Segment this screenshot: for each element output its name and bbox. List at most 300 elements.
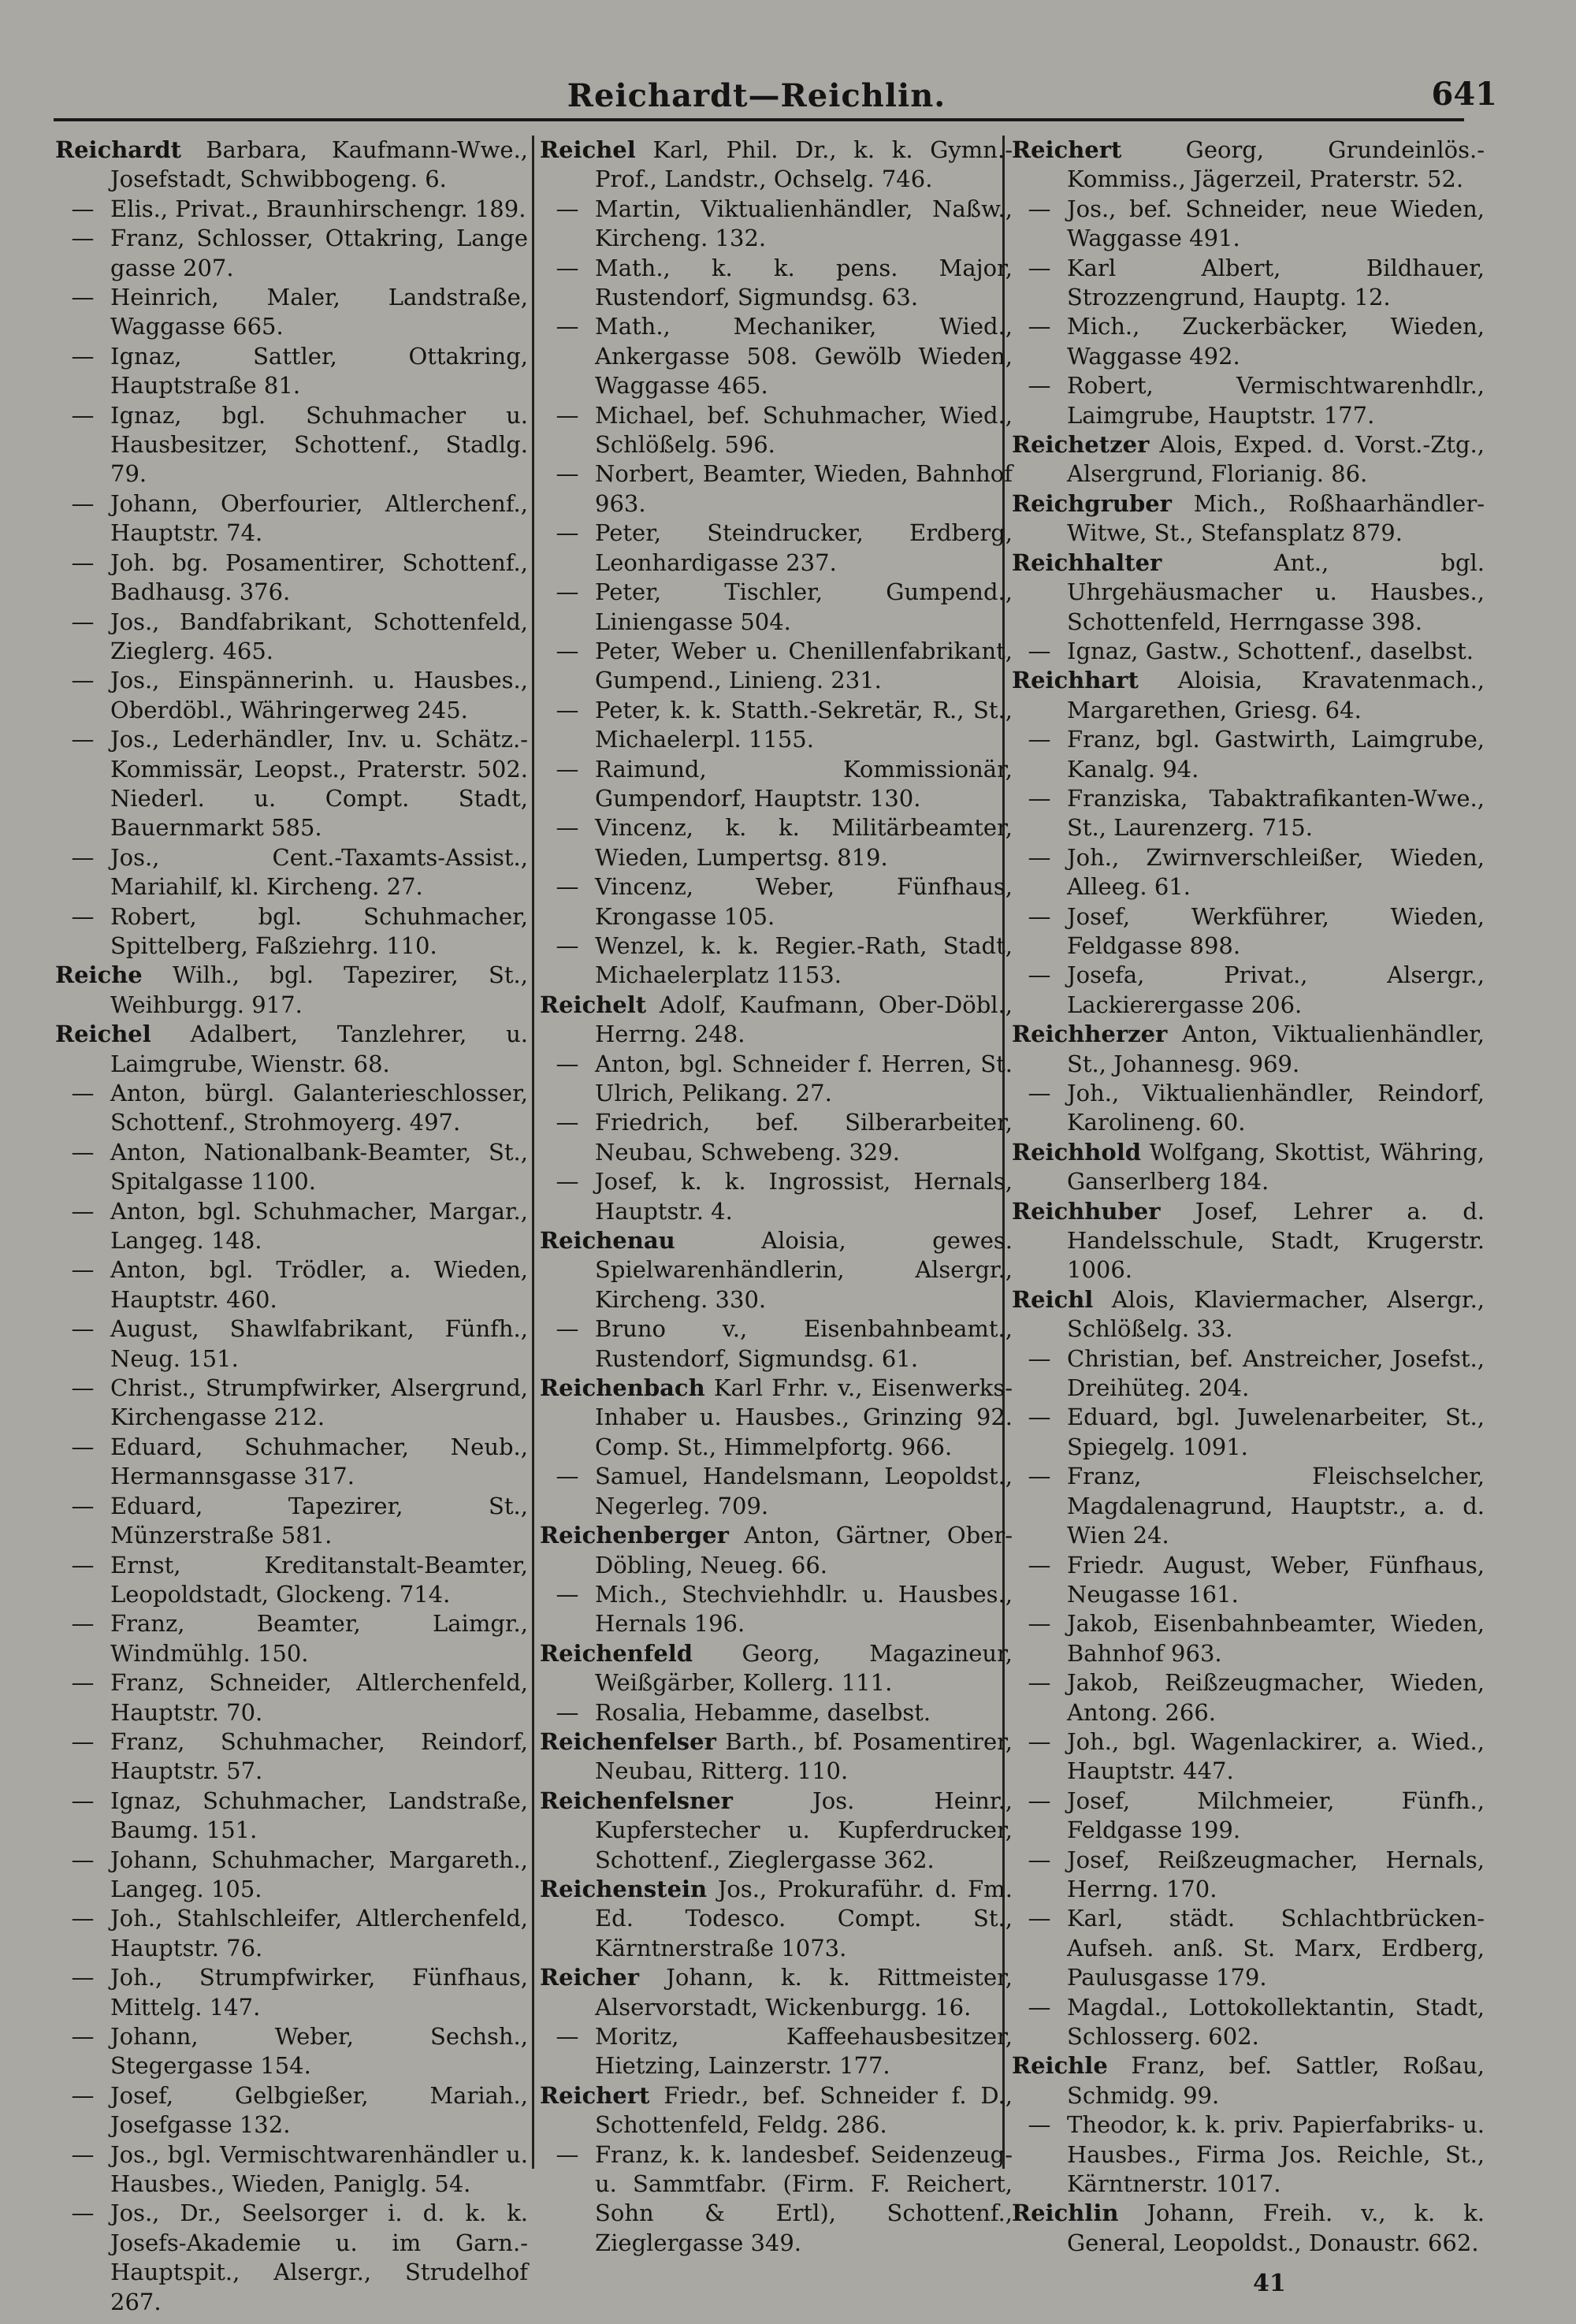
dash-mark: — [71,548,95,576]
entry-text: Wenzel, k. k. Regier.-Rath, Stadt, Michaelerplatz 1153. [595,931,1013,989]
directory-entry [1012,1403,1485,1462]
entry-text: Mich., Stechviehhdlr. u. Hausbes., Hernals 196. [595,1580,1013,1638]
dash-mark: — [71,726,95,753]
entry-text: Ant., bgl. Uhrgehäusmacher u. Hausbes., Schottenfeld, Herrngasse 398. [1067,548,1485,635]
dash-mark: — [556,814,579,842]
dash-mark: — [71,195,95,222]
entry-text: Ignaz, Schuhmacher, Landstraße, Baumg. 151. [110,1787,528,1844]
directory-entry [55,1668,528,1727]
directory-entry [55,1609,528,1668]
directory-entry [1012,1993,1485,2052]
entry-text: Christian, bef. Anstreicher, Josefst., Dreihüteg. 204. [1067,1344,1485,1402]
directory-entry [55,342,528,401]
entry-text: Jos., Prokuraführ. d. Fm. Ed. Todesco. Compt. St., Kärntnerstraße 1073. [595,1875,1013,1961]
dash-mark: — [1028,1080,1051,1106]
entry-text: Barbara, Kaufmann-Wwe., Josefstadt, Schwibbogeng. 6. [110,136,529,193]
entry-text: Josef, Reißzeugmacher, Hernals, Herrng. 170. [1067,1846,1485,1902]
directory-entry [55,666,528,725]
entry-text: Johann, Oberfourier, Altlerchenf., Hauptstr. 74. [110,489,528,547]
entry-text: Aloisia, gewes. Spielwarenhändlerin, Alsergr., Kircheng. 330. [595,1227,1013,1313]
directory-entry [540,2022,1013,2081]
directory-entry [1012,1609,1485,1668]
dash-mark: — [1028,1669,1051,1697]
dash-mark: — [556,313,579,340]
surname: Reichgruber [1012,489,1172,517]
surname: Reichelt [540,991,647,1018]
entry-text: Norbert, Beamter, Wieden, Bahnhof 963. [595,460,1013,517]
directory-entry [1012,195,1485,254]
surname: Reichherzer [1012,1021,1168,1048]
directory-entry [540,1698,1013,1727]
directory-entry [540,1727,1013,1787]
entry-text: Josef, Lehrer a. d. Handelsschule, Stadt, Krugerstr. 1006. [1067,1197,1485,1284]
entry-text: Barth., bf. Posamentirer, Neubau, Ritterg. 110. [595,1727,1013,1785]
dash-mark: — [556,696,579,723]
entry-text: Franziska, Tabaktrafikanten-Wwe., St., Laurenzerg. 715. [1067,784,1485,842]
dash-mark: — [71,284,95,311]
directory-entry [540,637,1013,696]
directory-entry [55,1138,528,1197]
column-3 [1012,136,1485,2258]
entry-text: Wolfgang, Skottist, Währing, Ganserlberg 184. [1067,1138,1485,1195]
surname: Reichel [55,1021,151,1048]
directory-entry [1012,1079,1485,1138]
directory-entry [540,1521,1013,1580]
entry-text: Anton, bgl. Schuhmacher, Margar., Langeg. 148. [110,1197,528,1255]
directory-entry [1012,637,1485,666]
entry-text: Jos., Cent.-Taxamts-Assist., Mariahilf, kl. Kircheng. 27. [110,843,528,901]
entry-text: Ignaz, bgl. Schuhmacher u. Hausbesitzer, Schottenf., Stadlg. 79. [110,401,528,488]
dash-mark: — [71,401,95,429]
surname: Reichl [1012,1285,1094,1313]
entry-text: Aloisia, Kravatenmach., Margarethen, Griesg. 64. [1067,667,1485,723]
entry-text: Franz, bgl. Gastwirth, Laimgrube, Kanalg. 94. [1067,726,1485,783]
entry-text: Joh., Viktualienhändler, Reindorf, Karolineng. 60. [1067,1080,1485,1136]
directory-entry [1012,1668,1485,1727]
dash-mark: — [71,1846,95,1873]
entry-text: Franz, k. k. landesbef. Seidenzeug- u. Sammtfabr. (Firm. F. Reichert, Sohn & Ertl), Schottenf., Zieglergasse 349. [595,2140,1013,2256]
entry-text: Robert, Vermischtwarenhdlr., Laimgrube, Hauptstr. 177. [1067,372,1485,429]
directory-entry [55,725,528,843]
entry-text: Joh., Strumpfwirker, Fünfhaus, Mittelg. 147. [110,1964,528,2021]
dash-mark: — [71,1669,95,1697]
directory-entry [1012,1727,1485,1787]
directory-entry [1012,1787,1485,1846]
directory-entry [55,608,528,667]
entry-text: Ignaz, Gastw., Schottenf., daselbst. [1067,637,1474,664]
entry-text: Friedr., bef. Schneider f. D., Schottenfeld, Feldg. 286. [595,2081,1013,2139]
directory-entry [1012,1846,1485,1905]
surname: Reichenfelser [540,1727,716,1755]
dash-mark: — [1028,1727,1051,1755]
entry-text: Peter, k. k. Statth.-Sekretär, R., St., Michaelerpl. 1155. [595,696,1013,753]
directory-entry [1012,136,1485,195]
dash-mark: — [71,1197,95,1225]
entry-text: Samuel, Handelsmann, Leopoldst., Negerleg. 709. [595,1463,1013,1519]
entry-text: Karl, Phil. Dr., k. k. Gymn.-Prof., Landstr., Ochselg. 746. [595,136,1013,193]
directory-entry [540,401,1013,460]
dash-mark: — [1028,195,1051,222]
dash-mark: — [556,1463,579,1490]
entry-text: Josef, Milchmeier, Fünfh., Feldgasse 199. [1067,1787,1485,1844]
surname: Reichel [540,136,636,163]
directory-entry [55,1020,528,1079]
dash-mark: — [71,1256,95,1284]
directory-entry [1012,1197,1485,1285]
entry-text: Elis., Privat., Braunhirschengr. 189. [110,195,526,222]
entry-text: Ignaz, Sattler, Ottakring, Hauptstraße 81. [110,342,528,400]
directory-entry [55,1492,528,1551]
entry-text: Josef, Gelbgießer, Mariah., Josefgasse 132. [110,2081,528,2139]
directory-entry [55,283,528,342]
entry-text: Franz, bef. Sattler, Roßau, Schmidg. 99. [1067,2052,1485,2109]
entry-text: Jakob, Eisenbahnbeamter, Wieden, Bahnhof 963. [1067,1610,1485,1667]
directory-entry [1012,1020,1485,1079]
directory-entry [540,312,1013,400]
dash-mark: — [1028,254,1051,281]
entry-text: Magdal., Lottokollektantin, Stadt, Schlosserg. 602. [1067,1993,1485,2050]
directory-entry [540,755,1013,814]
directory-entry [1012,2199,1485,2258]
surname: Reichenbach [540,1374,705,1402]
surname: Reichetzer [1012,431,1150,459]
entry-text: Adolf, Kaufmann, Ober-Döbl., Herrng. 248. [595,991,1013,1048]
directory-entry [540,195,1013,254]
dash-mark: — [1028,1846,1051,1873]
directory-entry [55,1963,528,2022]
entry-text: Joh., bgl. Wagenlackirer, a. Wied., Hauptstr. 447. [1067,1727,1485,1785]
entry-text: Mich., Roßhaarhändler-Witwe, St., Stefansplatz 879. [1067,489,1485,547]
dash-mark: — [1028,1344,1051,1372]
directory-entry [1012,254,1485,313]
entry-text: Josef, Werkführer, Wieden, Feldgasse 898. [1067,902,1485,959]
entry-text: Jos., Bandfabrikant, Schottenfeld, Zieglerg. 465. [110,608,528,664]
dash-mark: — [71,1610,95,1638]
directory-entry [540,1462,1013,1521]
directory-entry [540,519,1013,578]
dash-mark: — [1028,2111,1051,2139]
surname: Reichenberger [540,1522,729,1549]
dash-mark: — [556,1580,579,1608]
entry-text: Georg, Grundeinlös.-Kommiss., Jägerzeil, Praterstr. 52. [1067,136,1485,193]
directory-entry [1012,2051,1485,2110]
directory-entry [55,843,528,902]
entry-text: Karl, städt. Schlachtbrücken-Aufseh. anß. St. Marx, Erdberg, Paulusgasse 179. [1067,1905,1485,1991]
entry-text: Alois, Exped. d. Vorst.-Ztg., Alsergrund, Florianig. 86. [1067,431,1485,488]
directory-entry [55,1314,528,1374]
surname: Reichert [540,2081,650,2109]
dash-mark: — [1028,1610,1051,1638]
entry-text: Alois, Klaviermacher, Alsergr., Schlößelg. 33. [1067,1285,1485,1343]
directory-entry [55,1433,528,1492]
directory-entry [55,224,528,283]
entry-text: Franz, Schneider, Altlerchenfeld, Hauptstr. 70. [110,1669,528,1726]
directory-entry [55,2199,528,2317]
entry-text: Franz, Schlosser, Ottakring, Lange gasse 207. [110,225,528,281]
entry-text: Martin, Viktualienhändler, Naßw., Kircheng. 132. [595,195,1013,252]
dash-mark: — [556,578,579,606]
entry-text: Heinrich, Maler, Landstraße, Waggasse 665. [110,284,528,340]
directory-entry [55,1846,528,1905]
directory-entry [55,548,528,608]
surname: Reichhuber [1012,1197,1161,1225]
entry-text: Jos., Dr., Seelsorger i. d. k. k. Josefs-Akademie u. im Garn.-Hauptspit., Alsergr., Strudelhof 267. [110,2199,528,2315]
entry-text: Anton, Nationalbank-Beamter, St., Spitalgasse 1100. [110,1138,528,1195]
directory-entry [540,813,1013,872]
dash-mark: — [1028,313,1051,340]
entry-text: Anton, bgl. Schneider f. Herren, St. Ulrich, Pelikang. 27. [595,1050,1013,1106]
directory-entry [540,1639,1013,1698]
entry-text: Christ., Strumpfwirker, Alsergrund, Kirchengasse 212. [110,1374,528,1431]
surname: Reichenstein [540,1875,708,1902]
entry-text: Jakob, Reißzeugmacher, Wieden, Antong. 266. [1067,1669,1485,1726]
directory-entry [1012,430,1485,489]
entry-text: Friedr. August, Weber, Fünfhaus, Neugasse 161. [1067,1551,1485,1608]
directory-entry [55,2081,528,2140]
entry-text: Josefa, Privat., Alsergr., Lackierergasse 206. [1067,961,1485,1018]
dash-mark: — [556,254,579,281]
dash-mark: — [71,2140,95,2168]
dash-mark: — [71,667,95,694]
dash-mark: — [71,1315,95,1343]
dash-mark: — [1028,1905,1051,1932]
entry-text: Peter, Tischler, Gumpend., Liniengasse 504. [595,578,1013,635]
entry-text: Eduard, Tapezirer, St., Münzerstraße 581. [110,1492,528,1549]
directory-entry [540,1050,1013,1109]
dash-mark: — [556,519,579,547]
entry-text: Jos., bef. Schneider, neue Wieden, Waggasse 491. [1067,195,1485,252]
directory-entry [540,1963,1013,2022]
directory-entry [540,1374,1013,1462]
dash-mark: — [556,460,579,488]
directory-entry [55,1904,528,1963]
surname: Reichlin [1012,2199,1119,2227]
directory-entry [1012,784,1485,843]
directory-entry [540,1875,1013,1963]
surname: Reichenau [540,1227,675,1255]
dash-mark: — [1028,726,1051,753]
surname: Reichenfeld [540,1639,693,1667]
entry-text: Franz, Schuhmacher, Reindorf, Hauptstr. 57. [110,1727,528,1785]
directory-entry [55,902,528,961]
dash-mark: — [556,1109,579,1136]
entry-text: Peter, Weber u. Chenillenfabrikant, Gumpend., Linieng. 231. [595,637,1013,694]
surname: Reichardt [55,136,182,163]
signature-mark: 41 [1253,2270,1286,2297]
entry-text: Joh. bg. Posamentirer, Schottenf., Badhausg. 376. [110,548,528,606]
directory-entry [55,2022,528,2081]
directory-entry [1012,902,1485,961]
entry-text: Anton, Viktualienhändler, St., Johannesg. 969. [1067,1021,1485,1077]
directory-entry [540,1580,1013,1639]
surname: Reicher [540,1964,640,1991]
directory-entry [1012,725,1485,784]
directory-entry [540,991,1013,1050]
page-number: 641 [1431,76,1497,113]
entry-text: Rosalia, Hebamme, daselbst. [595,1698,931,1726]
entry-text: Friedrich, bef. Silberarbeiter, Neubau, Schwebeng. 329. [595,1109,1013,1166]
surname: Reichhold [1012,1138,1142,1166]
surname: Reichhart [1012,667,1139,694]
dash-mark: — [556,931,579,959]
dash-mark: — [1028,1787,1051,1814]
directory-entry [55,489,528,548]
header-rule [54,118,1464,121]
directory-entry [55,961,528,1020]
entry-text: Karl Albert, Bildhauer, Strozzengrund, Hauptg. 12. [1067,254,1485,311]
dash-mark: — [71,1138,95,1166]
directory-entry [1012,843,1485,902]
entry-text: Jos., Einspännerinh. u. Hausbes., Oberdöbl., Währingerweg 245. [110,667,528,723]
entry-text: Jos., bgl. Vermischtwarenhändler u. Hausbes., Wieden, Paniglg. 54. [110,2140,528,2198]
directory-entry [540,931,1013,991]
entry-text: Moritz, Kaffeehausbesitzer, Hietzing, Lainzerstr. 177. [595,2023,1013,2080]
dash-mark: — [71,1727,95,1755]
entry-text: Anton, bürgl. Galanterieschlosser, Schottenf., Strohmoyerg. 497. [110,1080,528,1136]
dash-mark: — [556,755,579,783]
entry-text: Johann, Weber, Sechsh., Stegergasse 154. [110,2023,528,2080]
dash-mark: — [71,1905,95,1932]
directory-entry [540,1108,1013,1167]
directory-entry [1012,312,1485,371]
dash-mark: — [556,1050,579,1077]
directory-entry [540,459,1013,519]
running-head: Reichardt—Reichlin. [567,77,946,114]
entry-text: August, Shawlfabrikant, Fünfh., Neug. 151. [110,1315,528,1372]
directory-entry [540,872,1013,931]
dash-mark: — [556,873,579,901]
dash-mark: — [1028,961,1051,989]
dash-mark: — [71,1551,95,1578]
entry-text: Eduard, bgl. Juwelenarbeiter, St., Spiegelg. 1091. [1067,1404,1485,1460]
dash-mark: — [71,2081,95,2109]
directory-entry [540,578,1013,637]
dash-mark: — [1028,1463,1051,1490]
directory-entry [540,2081,1013,2140]
directory-entry [1012,1462,1485,1550]
dash-mark: — [71,902,95,930]
dash-mark: — [556,1168,579,1195]
directory-entry [55,2140,528,2199]
dash-mark: — [71,342,95,370]
dash-mark: — [556,1315,579,1343]
directory-entry [55,1197,528,1256]
entry-text: Ernst, Kreditanstalt-Beamter, Leopoldstadt, Glockeng. 714. [110,1551,528,1608]
directory-entry [55,1079,528,1138]
dash-mark: — [1028,637,1051,664]
dash-mark: — [1028,784,1051,812]
dash-mark: — [556,2023,579,2050]
directory-entry [1012,371,1485,430]
entry-text: Franz, Fleischselcher, Magdalenagrund, Hauptstr., a. d. Wien 24. [1067,1463,1485,1549]
surname: Reiche [55,961,143,989]
surname: Reichert [1012,136,1122,163]
dash-mark: — [1028,1551,1051,1578]
dash-mark: — [71,608,95,635]
directory-entry [55,195,528,224]
entry-text: Franz, Beamter, Laimgr., Windmühlg. 150. [110,1610,528,1667]
directory-entry [540,1314,1013,1374]
entry-text: Vincenz, k. k. Militärbeamter, Wieden, Lumpertsg. 819. [595,814,1013,871]
entry-text: Jos., Lederhändler, Inv. u. Schätz.-Kommissär, Leopst., Praterstr. 502. Niederl. u. Compt. Stadt, Bauernmarkt 585. [110,726,528,842]
dash-mark: — [1028,1404,1051,1431]
dash-mark: — [1028,902,1051,930]
dash-mark: — [556,2140,579,2168]
directory-entry [1012,961,1485,1020]
directory-entry [540,696,1013,755]
directory-entry [55,1787,528,1846]
dash-mark: — [71,225,95,252]
entry-text: Adalbert, Tanzlehrer, u. Laimgrube, Wienstr. 68. [110,1021,528,1077]
dash-mark: — [556,195,579,222]
directory-entry [55,136,528,195]
directory-entry [1012,1551,1485,1610]
dash-mark: — [71,1787,95,1814]
entry-text: Joh., Zwirnverschleißer, Wieden, Alleeg. 61. [1067,843,1485,901]
surname: Reichenfelsner [540,1787,733,1814]
entry-text: Joh., Stahlschleifer, Altlerchenfeld, Hauptstr. 76. [110,1905,528,1961]
directory-entry [540,2140,1013,2259]
dash-mark: — [1028,372,1051,400]
entry-text: Math., k. k. pens. Major, Rustendorf, Sigmundsg. 63. [595,254,1013,311]
directory-entry [1012,1285,1485,1344]
dash-mark: — [556,401,579,429]
entry-text: Raimund, Kommissionär, Gumpendorf, Hauptstr. 130. [595,755,1013,812]
directory-entry [1012,1138,1485,1197]
entry-text: Karl Frhr. v., Eisenwerks-Inhaber u. Hausbes., Grinzing 92. Comp. St., Himmelpfortg. 966. [595,1374,1013,1460]
entry-text: Anton, Gärtner, Ober-Döbling, Neueg. 66. [595,1522,1013,1578]
directory-entry [1012,489,1485,548]
dash-mark: — [71,1433,95,1460]
dash-mark: — [1028,1993,1051,2021]
dash-mark: — [71,2199,95,2227]
column-divider [532,136,534,2169]
directory-entry [1012,1344,1485,1404]
directory-entry [1012,548,1485,637]
entry-text: Johann, Freih. v., k. k. General, Leopoldst., Donaustr. 662. [1067,2199,1485,2256]
directory-entry [540,1787,1013,1875]
directory-entry [540,254,1013,313]
entry-text: Jos. Heinr., Kupferstecher u. Kupferdrucker, Schottenf., Zieglergasse 362. [595,1787,1013,1873]
entry-text: Anton, bgl. Trödler, a. Wieden, Hauptstr. 460. [110,1256,528,1313]
dash-mark: — [71,843,95,871]
directory-entry [1012,666,1485,725]
directory-entry [1012,2110,1485,2199]
dash-mark: — [71,489,95,517]
dash-mark: — [1028,843,1051,871]
entry-text: Peter, Steindrucker, Erdberg, Leonhardigasse 237. [595,519,1013,576]
dash-mark: — [71,1374,95,1402]
entry-text: Math., Mechaniker, Wied., Ankergasse 508. Gewölb Wieden, Waggasse 465. [595,313,1013,400]
directory-entry [1012,1904,1485,1992]
directory-entry [540,1167,1013,1226]
entry-text: Robert, bgl. Schuhmacher, Spittelberg, Faßziehrg. 110. [110,902,528,959]
dash-mark: — [556,637,579,664]
directory-entry [55,1727,528,1787]
entry-text: Vincenz, Weber, Fünfhaus, Krongasse 105. [595,873,1013,930]
entry-text: Eduard, Schuhmacher, Neub., Hermannsgasse 317. [110,1433,528,1490]
entry-text: Wilh., bgl. Tapezirer, St., Weihburgg. 917. [110,961,528,1018]
entry-text: Johann, Schuhmacher, Margareth., Langeg. 105. [110,1846,528,1902]
column-1 [55,136,528,2317]
page-header [47,69,1497,125]
entry-text: Johann, k. k. Rittmeister, Alservorstadt, Wickenburgg. 16. [595,1964,1013,2021]
dash-mark: — [71,1080,95,1106]
directory-entry [540,1226,1013,1314]
entry-text: Bruno v., Eisenbahnbeamt., Rustendorf, Sigmundsg. 61. [595,1315,1013,1372]
entry-text: Mich., Zuckerbäcker, Wieden, Waggasse 492. [1067,313,1485,370]
directory-entry [55,1255,528,1314]
